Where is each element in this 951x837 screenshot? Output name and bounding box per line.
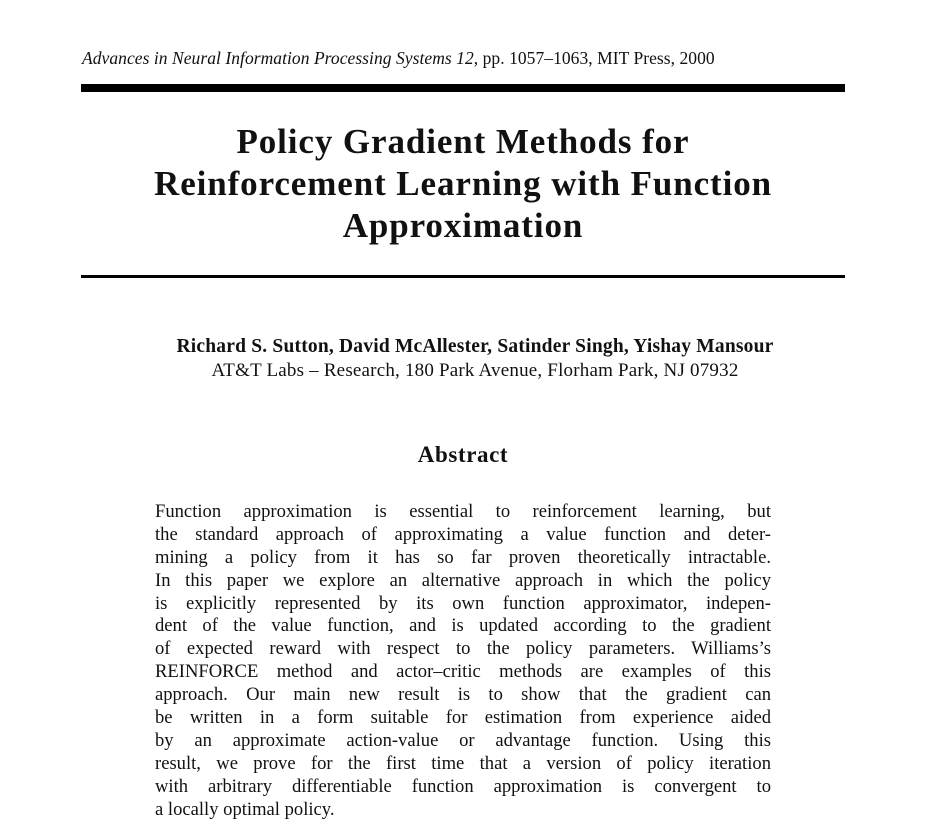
title-line: Policy Gradient Methods for	[236, 122, 690, 161]
author-list: Richard S. Sutton, David McAllester, Satinder Singh, Yishay Mansour	[176, 336, 774, 357]
bottom-rule	[81, 275, 845, 278]
top-rule	[81, 84, 845, 92]
abstract-line: dent of the value function, and is updated according to the gradient	[155, 615, 771, 637]
affiliation: AT&T Labs – Research, 180 Park Avenue, Florham Park, NJ 07932	[211, 360, 739, 381]
abstract-body	[155, 501, 771, 821]
title-line: Approximation	[342, 206, 584, 245]
abstract-line: of expected reward with respect to the policy parameters. Williams’s	[155, 638, 771, 660]
venue-name: Advances in Neural Information Processing Systems 12	[82, 48, 474, 68]
abstract-line: REINFORCE method and actor–critic methods are examples of this	[155, 661, 771, 683]
abstract-line: In this paper we explore an alternative approach in which the policy	[155, 569, 771, 591]
publication-header	[82, 47, 844, 69]
abstract-line: approach. Our main new result is to show that the gradient can	[155, 684, 771, 706]
paper-title	[81, 121, 845, 247]
abstract-heading: Abstract	[417, 442, 509, 467]
title-line: Reinforcement Learning with Function	[154, 164, 772, 203]
abstract-line: by an approximate action-value or advantage function. Using this	[155, 729, 771, 751]
abstract-line: be written in a form suitable for estimation from experience aided	[155, 707, 771, 729]
venue-details: , pp. 1057–1063, MIT Press, 2000	[473, 48, 715, 68]
abstract-line: a locally optimal policy.	[155, 798, 335, 820]
abstract-line: the standard approach of approximating a value function and deter-	[155, 523, 771, 545]
abstract-line: with arbitrary differentiable function approximation is convergent to	[155, 775, 771, 797]
abstract-line: result, we prove for the first time that a version of policy iteration	[155, 752, 771, 774]
abstract-line: is explicitly represented by its own function approximator, indepen-	[155, 592, 771, 614]
abstract-line: Function approximation is essential to reinforcement learning, but	[155, 501, 771, 522]
abstract-line: mining a policy from it has so far proven theoretically intractable.	[155, 546, 771, 568]
